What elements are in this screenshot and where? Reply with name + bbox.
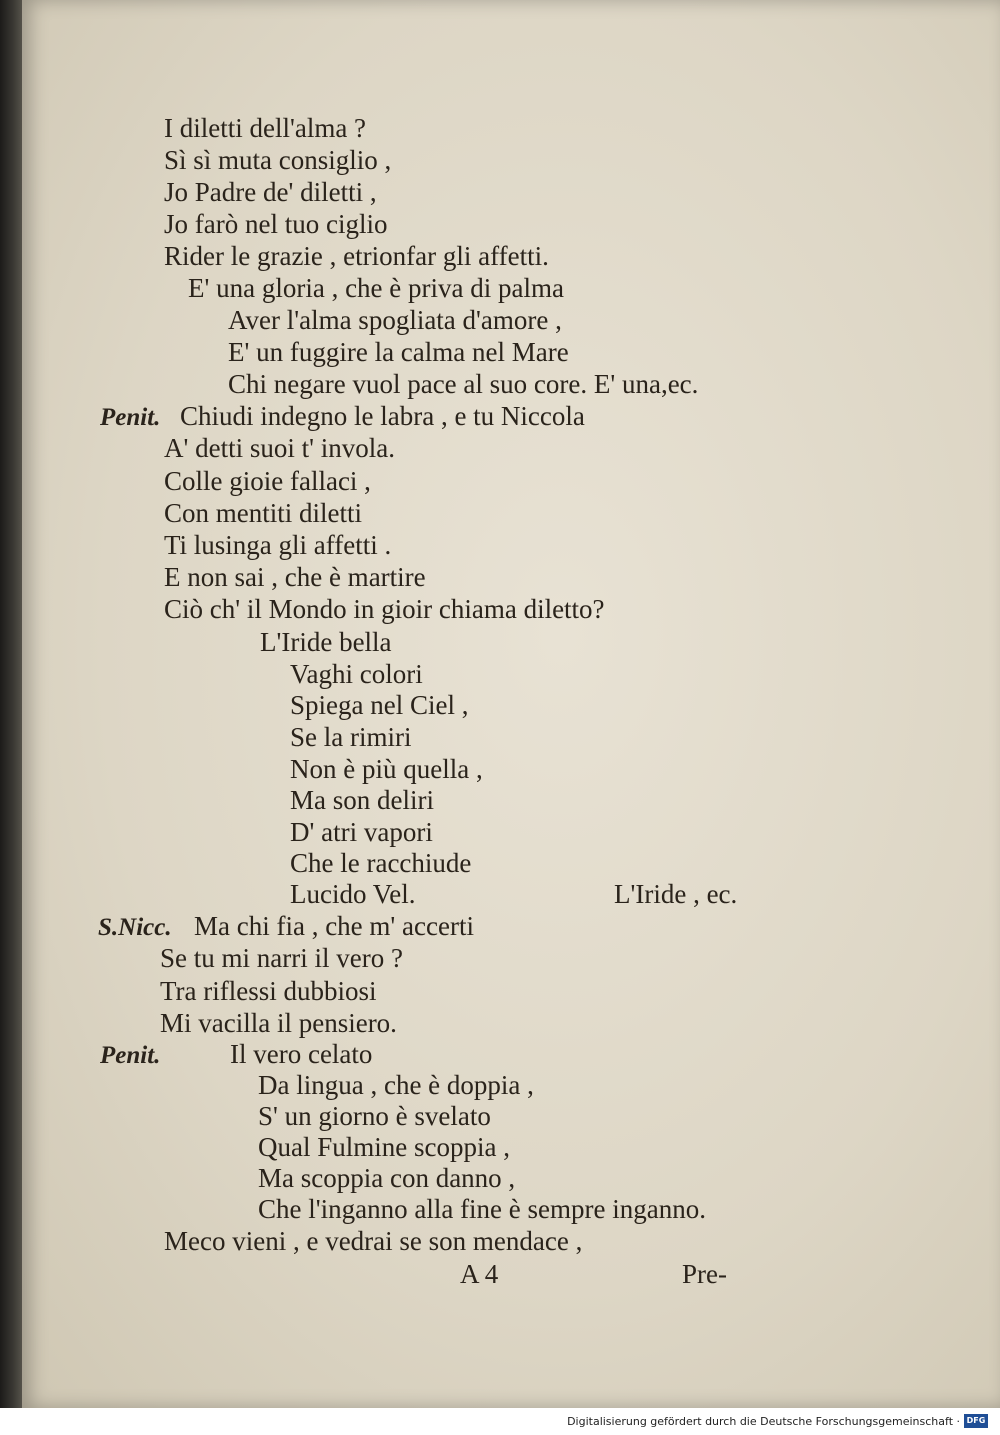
verse-line: Spiega nel Ciel , — [290, 690, 469, 720]
verse-line: E' una gloria , che è priva di palma — [188, 273, 564, 303]
book-page — [22, 0, 1000, 1408]
footer-bar — [0, 1408, 1000, 1435]
verse-line: Ti lusinga gli affetti . — [164, 530, 392, 560]
verse-line: Sì sì muta consiglio , — [164, 145, 392, 175]
verse-line: Rider le grazie , etrionfar gli affetti. — [164, 241, 549, 271]
verse-line: S' un giorno è svelato — [258, 1101, 491, 1131]
digitization-credit: Digitalisierung gefördert durch die Deutsche Forschungsgemeinschaft · — [567, 1415, 960, 1428]
verse-line: Che le racchiude — [290, 848, 472, 878]
verse-line: Jo Padre de' diletti , — [164, 177, 377, 207]
book-binding-edge — [0, 0, 22, 1408]
speaker-label: Penit. — [100, 1042, 161, 1069]
verse-line: Chi negare vuol pace al suo core. E' una,ec. — [228, 369, 699, 399]
verse-line: I diletti dell'alma ? — [164, 113, 367, 143]
verse-line: Vaghi colori — [290, 659, 423, 689]
verse-line: E' un fuggire la calma nel Mare — [228, 337, 569, 367]
verse-line: D' atri vapori — [290, 817, 433, 847]
signature-mark: A 4 — [460, 1259, 499, 1289]
verse-line: Se tu mi narri il vero ? — [160, 943, 403, 973]
verse-line: Che l'inganno alla fine è sempre inganno. — [258, 1194, 706, 1224]
verse-line: Il vero celato — [230, 1039, 373, 1069]
speaker-label: S.Nicc. — [98, 914, 172, 941]
catchword: Pre- — [682, 1259, 727, 1289]
verse-line: Non è più quella , — [290, 754, 483, 784]
verse-line: Meco vieni , e vedrai se son mendace , — [164, 1226, 583, 1256]
verse-line: Ciò ch' il Mondo in gioir chiama diletto? — [164, 594, 605, 624]
verse-line: Mi vacilla il pensiero. — [160, 1008, 397, 1038]
verse-line: Qual Fulmine scoppia , — [258, 1132, 510, 1162]
verse-line: Chiudi indegno le labra , e tu Niccola — [180, 401, 585, 431]
verse-line: Colle gioie fallaci , — [164, 466, 371, 496]
verse-line: Lucido Vel. — [290, 879, 416, 909]
verse-line: Jo farò nel tuo ciglio — [164, 209, 388, 239]
verse-line: A' detti suoi t' invola. — [164, 433, 395, 463]
speaker-label: Penit. — [100, 404, 161, 431]
verse-line: Da lingua , che è doppia , — [258, 1070, 534, 1100]
dfg-logo-icon: DFG — [964, 1414, 988, 1428]
verse-line: Ma scoppia con danno , — [258, 1163, 516, 1193]
verse-line: Ma son deliri — [290, 785, 434, 815]
verse-line: Aver l'alma spogliata d'amore , — [228, 305, 562, 335]
verse-line: L'Iride , ec. — [614, 879, 738, 909]
verse-line: E non sai , che è martire — [164, 562, 426, 592]
verse-line: Se la rimiri — [290, 722, 412, 752]
verse-line: L'Iride bella — [260, 627, 392, 657]
verse-line: Con mentiti diletti — [164, 498, 362, 528]
verse-line: Ma chi fia , che m' accerti — [194, 911, 474, 941]
verse-line: Tra riflessi dubbiosi — [160, 976, 377, 1006]
